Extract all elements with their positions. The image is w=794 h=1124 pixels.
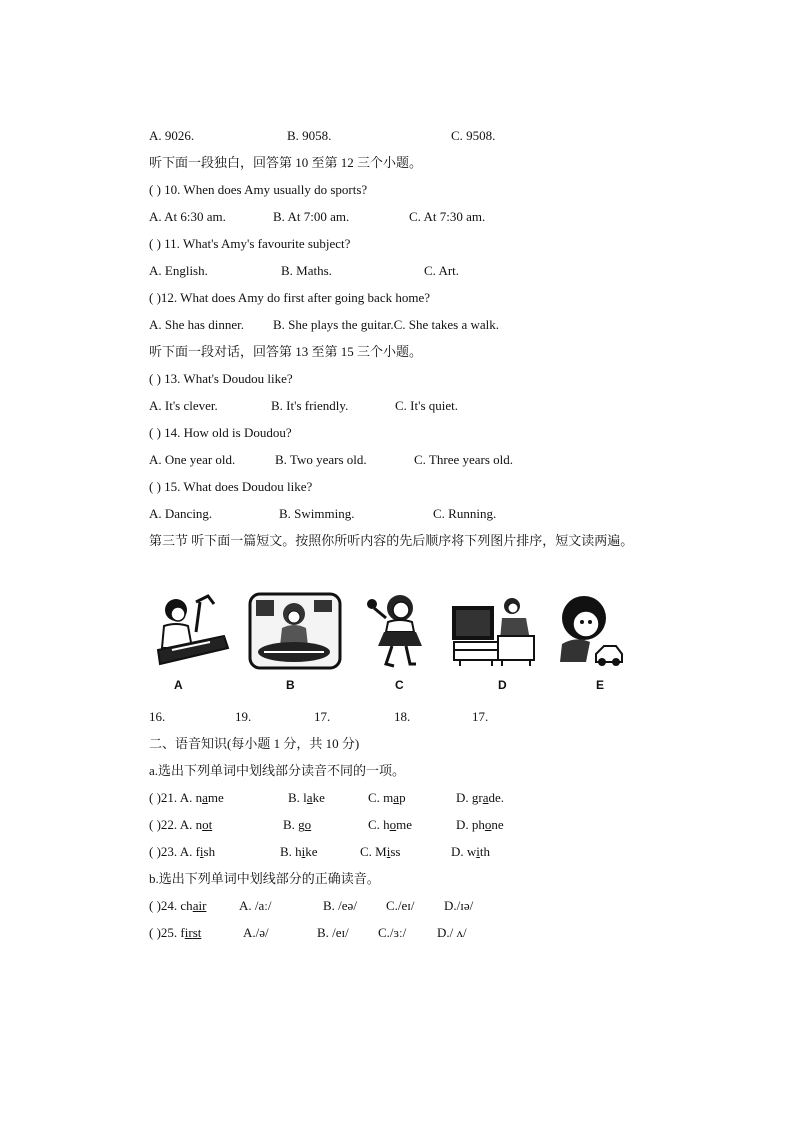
q24-stem: ( )24. chair bbox=[149, 898, 207, 913]
picture-label-c: C bbox=[395, 678, 404, 692]
q10-option-b: B. At 7:00 am. bbox=[273, 209, 350, 224]
q21-option-c: C. map bbox=[368, 790, 406, 805]
boy-playing-toy-car-picture bbox=[556, 592, 626, 670]
q25-option-d: D./ ʌ/ bbox=[437, 925, 467, 940]
q24-option-a: A. /aː/ bbox=[239, 898, 272, 913]
boy-watching-tv-picture bbox=[450, 592, 538, 670]
q11-stem: ( ) 11. What's Amy's favourite subject? bbox=[149, 236, 351, 251]
q25-option-a: A./ə/ bbox=[243, 925, 269, 940]
q10-option-c: C. At 7:30 am. bbox=[409, 209, 486, 224]
q24-option-c: C./eɪ/ bbox=[386, 898, 415, 913]
answer-number-3: 17. bbox=[314, 709, 331, 724]
q21-option-d: D. grade. bbox=[456, 790, 505, 805]
q9-option-a: A. 9026. bbox=[149, 128, 195, 143]
q12-stem: ( )12. What does Amy do first after going back home? bbox=[149, 290, 430, 305]
girl-studying-picture bbox=[152, 592, 230, 670]
answer-number-1: 16. bbox=[149, 709, 166, 724]
q22-option-d: D. phone bbox=[456, 817, 504, 832]
answer-number-4: 18. bbox=[394, 709, 411, 724]
kitchen-cooking-picture bbox=[248, 592, 342, 670]
q12-option-bc: B. She plays the guitar.C. She takes a walk. bbox=[273, 317, 500, 332]
q23-option-b: B. hike bbox=[280, 844, 318, 859]
answer-number-2: 19. bbox=[235, 709, 252, 724]
part-b-instruction: b.选出下列单词中划线部分的正确读音。 bbox=[149, 871, 380, 886]
picture-label-d: D bbox=[498, 678, 507, 692]
q25-stem: ( )25. first bbox=[149, 925, 202, 940]
q22-option-b: B. go bbox=[283, 817, 312, 832]
q11-option-c: C. Art. bbox=[424, 263, 460, 278]
q12-option-a: A. She has dinner. bbox=[149, 317, 244, 332]
q23-option-d: D. with bbox=[451, 844, 491, 859]
dialogue-instruction: 听下面一段对话，回答第 13 至第 15 三个小题。 bbox=[149, 344, 423, 359]
section3-instruction: 第三节 听下面一篇短文。按照你所听内容的先后顺序将下列图片排序，短文读两遍。 bbox=[149, 533, 634, 548]
q23-option-a: ( )23. A. fish bbox=[149, 844, 216, 859]
q14-option-c: C. Three years old. bbox=[414, 452, 514, 467]
q15-option-c: C. Running. bbox=[433, 506, 497, 521]
part2-title: 二、语音知识(每小题 1 分，共 10 分) bbox=[149, 736, 360, 751]
picture-label-e: E bbox=[596, 678, 605, 692]
q13-option-c: C. It's quiet. bbox=[395, 398, 459, 413]
q23-option-c: C. Miss bbox=[360, 844, 401, 859]
q24-option-d: D./ɪə/ bbox=[444, 898, 474, 913]
q9-option-c: C. 9508. bbox=[451, 128, 496, 143]
q9-option-b: B. 9058. bbox=[287, 128, 332, 143]
q13-stem: ( ) 13. What's Doudou like? bbox=[149, 371, 293, 386]
q13-option-b: B. It's friendly. bbox=[271, 398, 349, 413]
q13-option-a: A. It's clever. bbox=[149, 398, 218, 413]
q10-option-a: A. At 6:30 am. bbox=[149, 209, 226, 224]
q14-stem: ( ) 14. How old is Doudou? bbox=[149, 425, 292, 440]
picture-label-a: A bbox=[174, 678, 183, 692]
q15-option-b: B. Swimming. bbox=[279, 506, 355, 521]
part-a-instruction: a.选出下列单词中划线部分读音不同的一项。 bbox=[149, 763, 406, 778]
q22-option-c: C. home bbox=[368, 817, 413, 832]
q25-option-c: C./ɜː/ bbox=[378, 925, 407, 940]
q22-option-a: ( )22. A. not bbox=[149, 817, 213, 832]
picture-label-b: B bbox=[286, 678, 295, 692]
q11-option-b: B. Maths. bbox=[281, 263, 332, 278]
q10-stem: ( ) 10. When does Amy usually do sports? bbox=[149, 182, 368, 197]
q21-option-b: B. lake bbox=[288, 790, 325, 805]
q24-option-b: B. /eə/ bbox=[323, 898, 357, 913]
q15-stem: ( ) 15. What does Doudou like? bbox=[149, 479, 313, 494]
q25-option-b: B. /eɪ/ bbox=[317, 925, 349, 940]
q15-option-a: A. Dancing. bbox=[149, 506, 213, 521]
girl-singing-picture bbox=[364, 592, 428, 670]
q21-option-a: ( )21. A. name bbox=[149, 790, 224, 805]
q11-option-a: A. English. bbox=[149, 263, 208, 278]
q14-option-b: B. Two years old. bbox=[275, 452, 367, 467]
q14-option-a: A. One year old. bbox=[149, 452, 236, 467]
monologue-instruction: 听下面一段独白，回答第 10 至第 12 三个小题。 bbox=[149, 155, 423, 170]
answer-number-5: 17. bbox=[472, 709, 489, 724]
